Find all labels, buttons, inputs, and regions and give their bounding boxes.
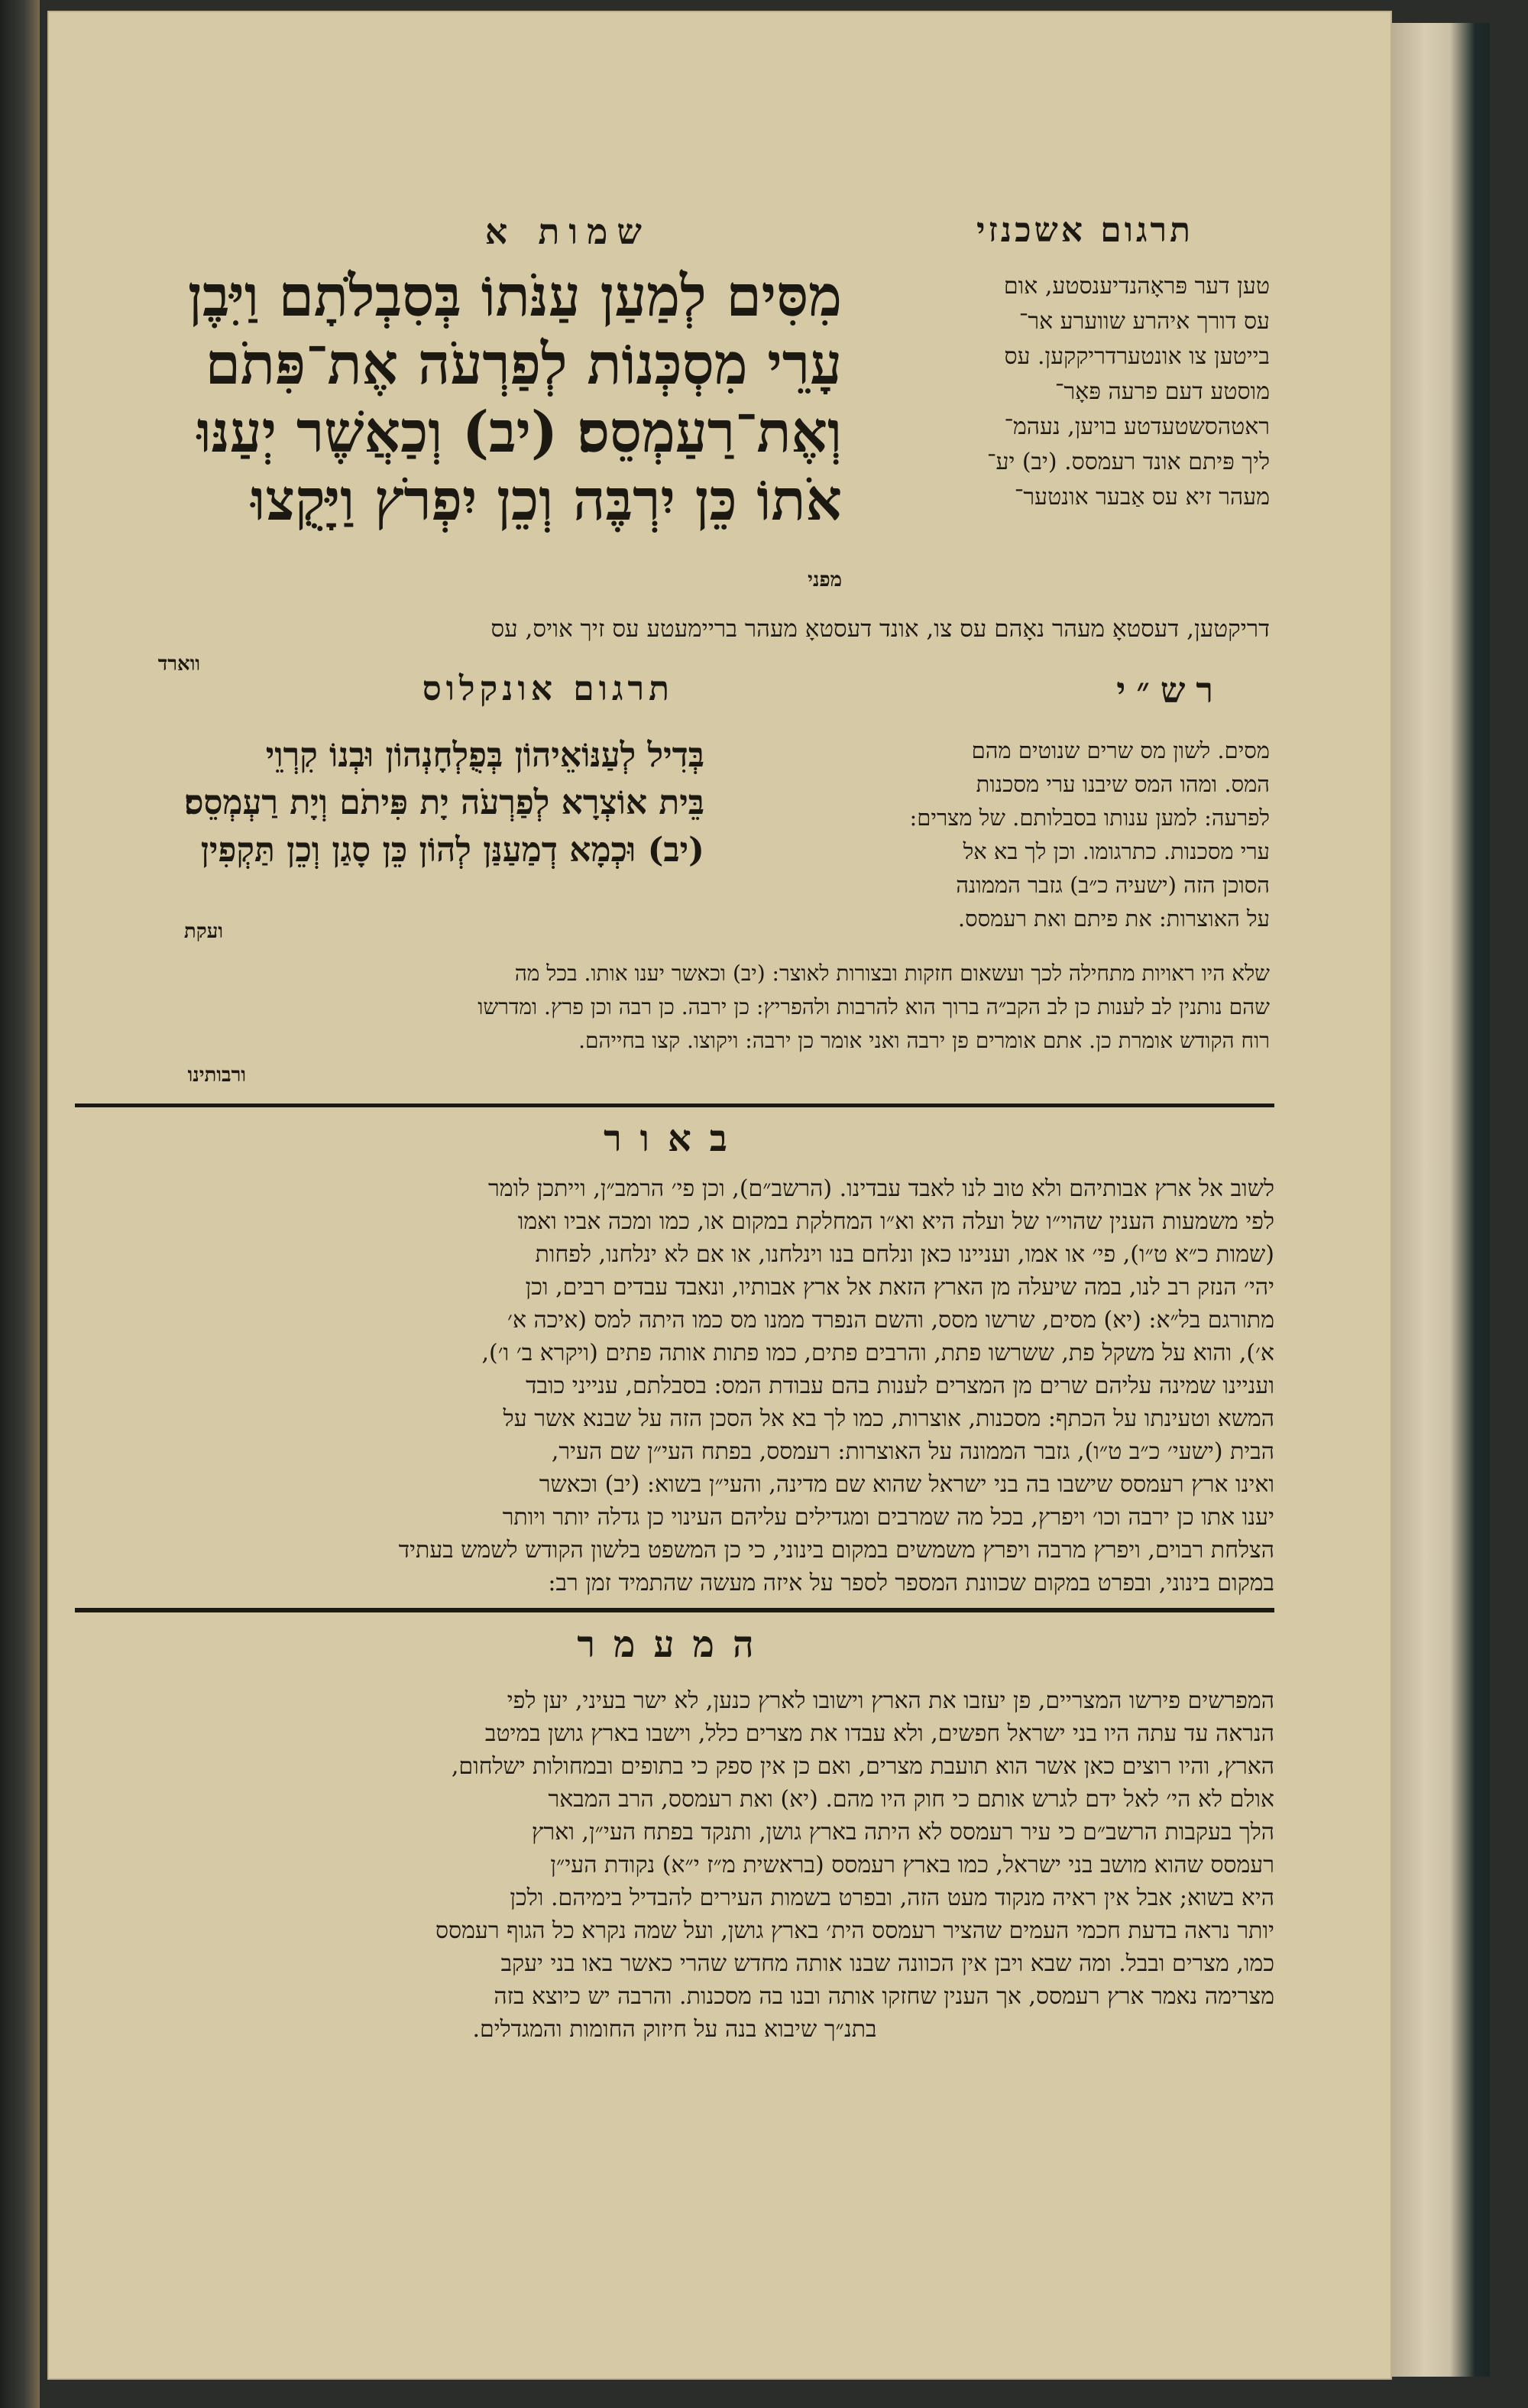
- hameamer-line: רעמסס שהוא מושב בני ישראל, כמו בארץ רעמסס (בראשית מ״ז י״א) נקודת העי״ן: [550, 1852, 1274, 1878]
- torah-verse-block: [78, 263, 842, 535]
- biur-line: המשא וטעינתו על הכתף: מסכנות, אוצרות, כמו לך בא אל הסכן הזה על שבנא אשר על: [503, 1405, 1274, 1432]
- hameamer-line: מצרימה נאמר ארץ רעמסס, אך הענין שחזקו אותה ובנו בה מסכנות. והרבה יש כיוצא בזה: [494, 1983, 1274, 2010]
- rashi-line: ערי מסכנות. כתרגומו. וכן לך בא אל: [963, 838, 1270, 864]
- book-chapter-header: שמות א: [484, 211, 651, 252]
- german-line: מוסטע דעם פרעה פּאָר־: [1055, 378, 1270, 405]
- german-catchword: ווארד: [157, 653, 200, 676]
- rashi-full-line: שלא היו ראויות מתחילה לכך ועשאום חזקות ובצורות לאוצר: (יב) וכאשר יענו אותו. בכל מה: [514, 961, 1270, 986]
- section-divider: [75, 1608, 1274, 1612]
- onkelos-translation-column: [78, 732, 704, 874]
- german-line: עס דורך איהרע שווערע אר־: [1018, 308, 1270, 335]
- verse-catchword: מפני: [808, 569, 842, 591]
- hameamer-line: הארץ, והיו רוצים כאן אשר הוא תועבת מצרים, ואם כן אין ספק כי בתופים ובמחולות ישלחום,: [451, 1753, 1274, 1780]
- rashi-line: על האוצרות: את פיתם ואת רעמסס.: [957, 906, 1270, 932]
- biur-line: במקום בינוני, ובפרט במקום שכוונת המספר לספר על איזה מעשה שהתמיד זמן רב:: [548, 1570, 1274, 1596]
- biur-line: יהי׳ הנזק רב לנו, במה שיעלה מן הארץ הזאת אל ארץ אבותיו, ונאבד עבדים רבים, וכן: [525, 1274, 1274, 1301]
- biur-line: יענו אתו כן ירבה וכו׳ ויפרץ, בכל מה שמרבים ומגדילים עליהם העינוי כן גדלה יותר ויותר: [502, 1504, 1274, 1531]
- hameamer-line: הלך בעקבות הרשב״ם כי עיר רעמסס לא היתה בארץ גושן, ותנקד בפתח העי״ן, וארץ: [531, 1819, 1274, 1846]
- biur-title: באור: [604, 1117, 746, 1160]
- onkelos-line: בְּדִיל לְעַנּוֹאֵיהוֹן בְּפֻלְחָנְהוֹן וּבְנוֹ קִרְוֵי: [265, 736, 704, 775]
- biur-commentary: [75, 1172, 1274, 1599]
- biur-line: לשוב אל ארץ אבותיהם ולא טוב לנו לאבד עבדינו. (הרשב״ם), וכן פי׳ הרמב״ן, וייתכן לומר: [488, 1175, 1274, 1202]
- hameamer-title: המעמר: [577, 1623, 772, 1666]
- hameamer-line: אולם לא הי׳ לאל ידם לגרש אותם כי חוק היו מהם. (יא) ואת רעמסס, הרב המבאר: [548, 1786, 1274, 1813]
- verse-line: וְאֶת־רַעַמְסֵס׃ (יב) וְכַאֲשֶׁר יְעַנּוּ: [196, 400, 842, 465]
- german-line: ליך פּיתם אונד רעמסס. (יב) יע־: [986, 449, 1270, 475]
- verse-line: מִסִּים לְמַעַן עַנֹּתוֹ בְּסִבְלֹתָם וַיִּבֶן: [187, 264, 842, 329]
- biur-line: הבית (ישעי׳ כ״ב ט״ו), גזבר הממונה על האוצרות: רעמסס, בפתח העי״ן שם העיר,: [551, 1438, 1274, 1465]
- biur-line: ועניינו שמינה עליהם שרים מן המצרים לענות בהם עבודת המס: בסבלתם, ענייני כובד: [526, 1373, 1274, 1399]
- german-translation-column: [857, 269, 1270, 515]
- biur-line: א׳), והוא על משקל פת, ששרשו פתת, והרבים פתים, כמו פתות אותה פתים (ויקרא ב׳ ו׳),: [481, 1340, 1274, 1366]
- section-divider: [75, 1104, 1274, 1107]
- german-line: מעהר זיא עס אַבער אונטער־: [1014, 484, 1270, 510]
- rashi-continuation: [78, 957, 1270, 1058]
- rashi-line: לפרעה: למען ענותו בסבלותם. של מצרים:: [909, 805, 1270, 831]
- biur-line: הצלחת רבוים, ויפרץ מרבה ויפרץ משמשים במקום בינוני, כי כן המשפט בלשון הקודש לשמש בעתיד: [398, 1537, 1274, 1564]
- verse-line: עָרֵי מִסְכְּנוֹת לְפַרְעֹה אֶת־פִּתֹם: [205, 332, 842, 397]
- hameamer-line: המפרשים פירשו המצריים, פן יעזבו את הארץ וישובו לארץ כנען, לא ישר בעיני, יען לפי: [507, 1687, 1274, 1714]
- german-translation-title: תרגום אשכנזי: [976, 211, 1193, 250]
- book-binding-edge: [0, 0, 40, 2408]
- book-page: [47, 11, 1392, 2380]
- rashi-line: הסוכן הזה (ישעיה כ״ב) גזבר הממונה: [956, 872, 1270, 898]
- rashi-catchword: ורבותינו: [187, 1064, 246, 1087]
- page-stack-edge: [1390, 23, 1490, 2377]
- rashi-commentary-column: [720, 734, 1270, 935]
- hameamer-line: בתנ״ך שיבוא בנה על חיזוק החומות והמגדלים.: [472, 2016, 877, 2043]
- rashi-title: רש״י: [1116, 669, 1224, 711]
- verse-line: אֹתוֹ כֵּן יִרְבֶּה וְכֵן יִפְרֹץ וַיָּקֻצוּ: [251, 468, 842, 533]
- german-line: בייטען צו אונטערדריקקען. עס: [1004, 343, 1270, 370]
- onkelos-line: בֵּית אוֹצְרָא לְפַרְעֹה יָת פִּיתֹם וְיָת רַעְמְסֵס׃: [184, 783, 704, 822]
- hameamer-line: הנראה עד עתה היו בני ישראל חפשים, ולא עבדו את מצרים כלל, וישבו בארץ גושן במיטב: [484, 1720, 1274, 1747]
- hameamer-line: יותר נראה בדעת חכמי העמים שהציר רעמסס הית׳ בארץ גושן, ועל שמה נקרא כל הגוף רעמסס: [435, 1917, 1274, 1944]
- rashi-line: המס. ומהו המס שיבנו ערי מסכנות: [976, 771, 1270, 797]
- biur-line: לפי משמעות הענין שהוי״ו של ועלה היא וא״ו המחלקת במקום או, כמו ומכה אביו ואמו: [517, 1208, 1274, 1235]
- german-line: ראטהסשטעדטע בויען, נעהמ־: [1004, 413, 1270, 440]
- german-line: טען דער פּראָהנדיענסטע, אום: [1003, 273, 1270, 300]
- biur-line: (שמות כ״א ט״ו), פי׳ או אמו, ועניינו כאן ונלחם בנו וינלחנו, או אם לא ינלחנו, לפחות: [535, 1241, 1274, 1268]
- onkelos-title: תרגום אונקלוס: [422, 669, 674, 708]
- rashi-line: מסים. לשון מס שרים שנוטים מהם: [971, 737, 1270, 763]
- rashi-full-line: רוח הקודש אומרת כן. אתם אומרים פן ירבה ואני אומר כן ירבה: ויקוצו. קצו בחייהם.: [578, 1028, 1270, 1053]
- german-continuation-line: דריקטען, דעסטאָ מעהר נאָהם עס צו, אונד דעסטאָ מעהר בריימעטע עס זיך אויס, עס: [490, 615, 1270, 643]
- hameamer-line: כמו, מצרים ובבל. ומה שבא ויבן אין הכוונה שבנו אותה מחדש שהרי כאשר באו בני יעקב: [500, 1950, 1274, 1977]
- biur-line: מתורגם בל״א: (יא) מסים, שרשו מסס, והשם הנפרד ממנו מס כמו היתה למס (איכה א׳: [507, 1307, 1274, 1334]
- rashi-full-line: שהם נותנין לב לענות כן לב הקב״ה ברוך הוא להרבות ולהפריץ: כן ירבה. כן רבה וכן פרץ. ומדרשו: [478, 994, 1270, 1019]
- biur-line: ואינו ארץ רעמסס שישבו בה בני ישראל שהוא שם מדינה, והעי״ן בשוא: (יב) וכאשר: [539, 1471, 1274, 1498]
- hameamer-commentary: [75, 1684, 1274, 2046]
- hameamer-line: היא בשוא; אבל אין ראיה מנקוד מעט הזה, ובפרט בשמות העירים להבדיל בימיהם. ולכן: [510, 1885, 1274, 1911]
- onkelos-catchword: ועקת: [183, 920, 223, 943]
- onkelos-line: (יב) וּכְמָא דְמַעַנַּן לְהוֹן כֵּן סָגַן וְכֵן תַּקְפִין: [200, 831, 704, 870]
